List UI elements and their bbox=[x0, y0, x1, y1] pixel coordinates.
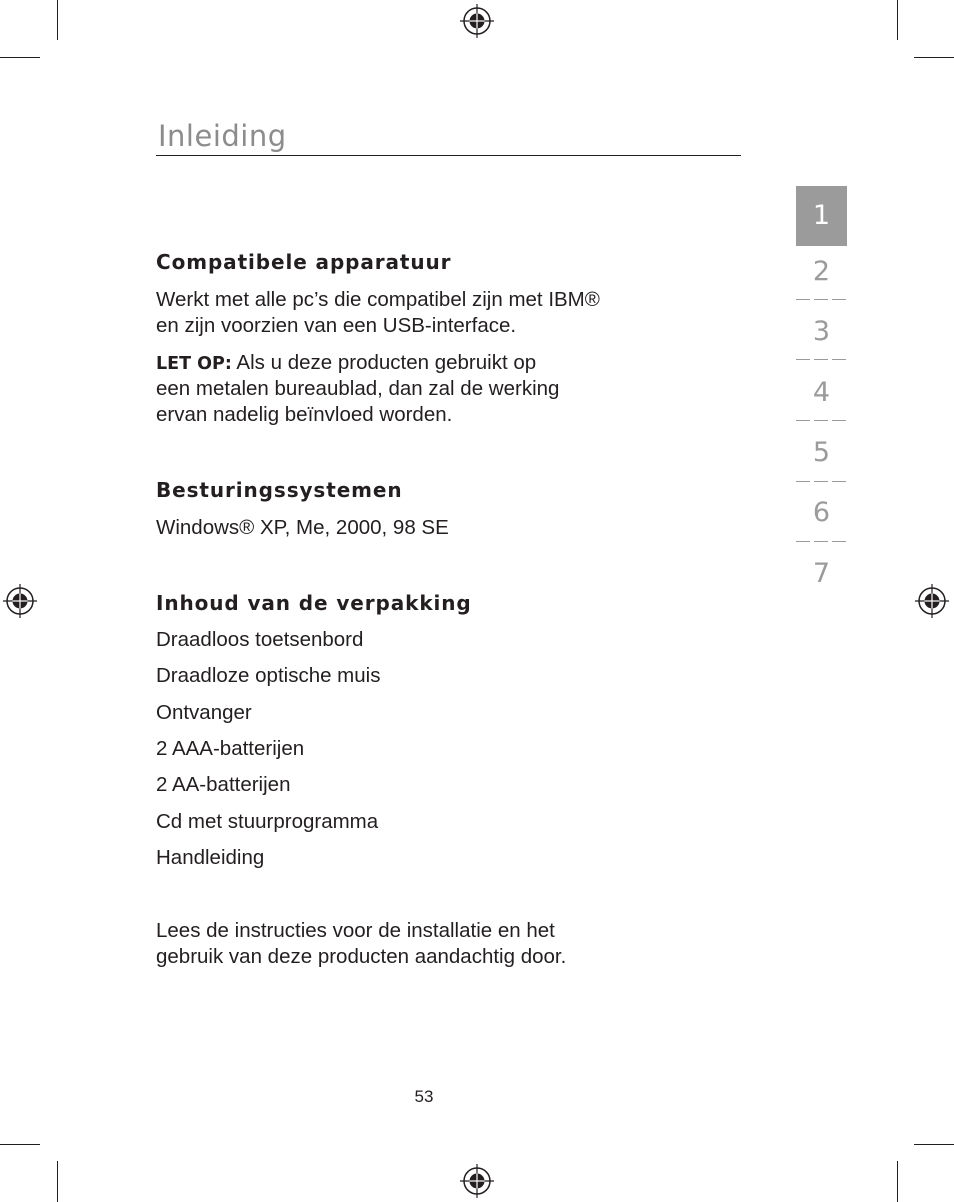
registration-mark-icon bbox=[460, 1164, 494, 1198]
package-item: Ontvanger bbox=[156, 701, 252, 724]
os-list: Windows® XP, Me, 2000, 98 SE bbox=[156, 516, 449, 539]
note-text: Als u deze producten gebruikt op bbox=[236, 351, 537, 374]
page-number: 53 bbox=[414, 1087, 434, 1106]
package-item: 2 AAA-batterijen bbox=[156, 737, 305, 760]
chapter-tab-3[interactable]: 3 bbox=[812, 316, 831, 347]
crop-mark bbox=[914, 57, 954, 58]
crop-mark bbox=[57, 0, 58, 40]
chapter-tab-4[interactable]: 4 bbox=[812, 377, 831, 408]
chapter-tab-separator bbox=[796, 420, 847, 424]
crop-mark bbox=[897, 0, 898, 40]
chapter-tab-separator bbox=[796, 299, 847, 303]
crop-mark bbox=[0, 1144, 40, 1145]
chapter-title: Inleiding bbox=[158, 119, 287, 153]
package-item: Draadloze optische muis bbox=[156, 664, 381, 687]
chapter-tab-6[interactable]: 6 bbox=[812, 497, 831, 528]
registration-mark-icon bbox=[3, 584, 37, 618]
title-rule bbox=[156, 155, 741, 156]
registration-mark-icon bbox=[460, 4, 494, 38]
chapter-tab-separator bbox=[796, 541, 847, 545]
note-label: LET OP: bbox=[156, 354, 232, 374]
crop-mark bbox=[0, 57, 40, 58]
chapter-tab-7[interactable]: 7 bbox=[812, 558, 831, 589]
heading-compatible-equipment: Compatibele apparatuur bbox=[156, 250, 452, 274]
package-item: Draadloos toetsenbord bbox=[156, 628, 364, 651]
body-line: Werkt met alle pc’s die compatibel zijn met IBM® bbox=[156, 288, 600, 311]
chapter-tab-separator bbox=[796, 481, 847, 485]
note-line bbox=[156, 350, 536, 377]
crop-mark bbox=[897, 1161, 898, 1202]
heading-operating-systems: Besturingssystemen bbox=[156, 478, 403, 502]
chapter-tab-5[interactable]: 5 bbox=[812, 437, 831, 468]
body-line: en zijn voorzien van een USB-interface. bbox=[156, 314, 517, 337]
package-item: Cd met stuurprogramma bbox=[156, 810, 379, 833]
package-item: 2 AA-batterijen bbox=[156, 773, 291, 796]
package-item: Handleiding bbox=[156, 846, 265, 869]
note-line: een metalen bureaublad, dan zal de werking bbox=[156, 377, 560, 400]
crop-mark bbox=[57, 1161, 58, 1202]
registration-mark-icon bbox=[915, 584, 949, 618]
chapter-tab-2[interactable]: 2 bbox=[812, 256, 831, 287]
chapter-tab-separator bbox=[796, 359, 847, 363]
chapter-tab-1[interactable]: 1 bbox=[812, 200, 831, 231]
heading-package-contents: Inhoud van de verpakking bbox=[156, 591, 472, 615]
crop-mark bbox=[914, 1144, 954, 1145]
note-line: ervan nadelig beïnvloed worden. bbox=[156, 403, 453, 426]
closing-line: gebruik van deze producten aandachtig door. bbox=[156, 945, 567, 968]
closing-line: Lees de instructies voor de installatie en het bbox=[156, 919, 555, 942]
